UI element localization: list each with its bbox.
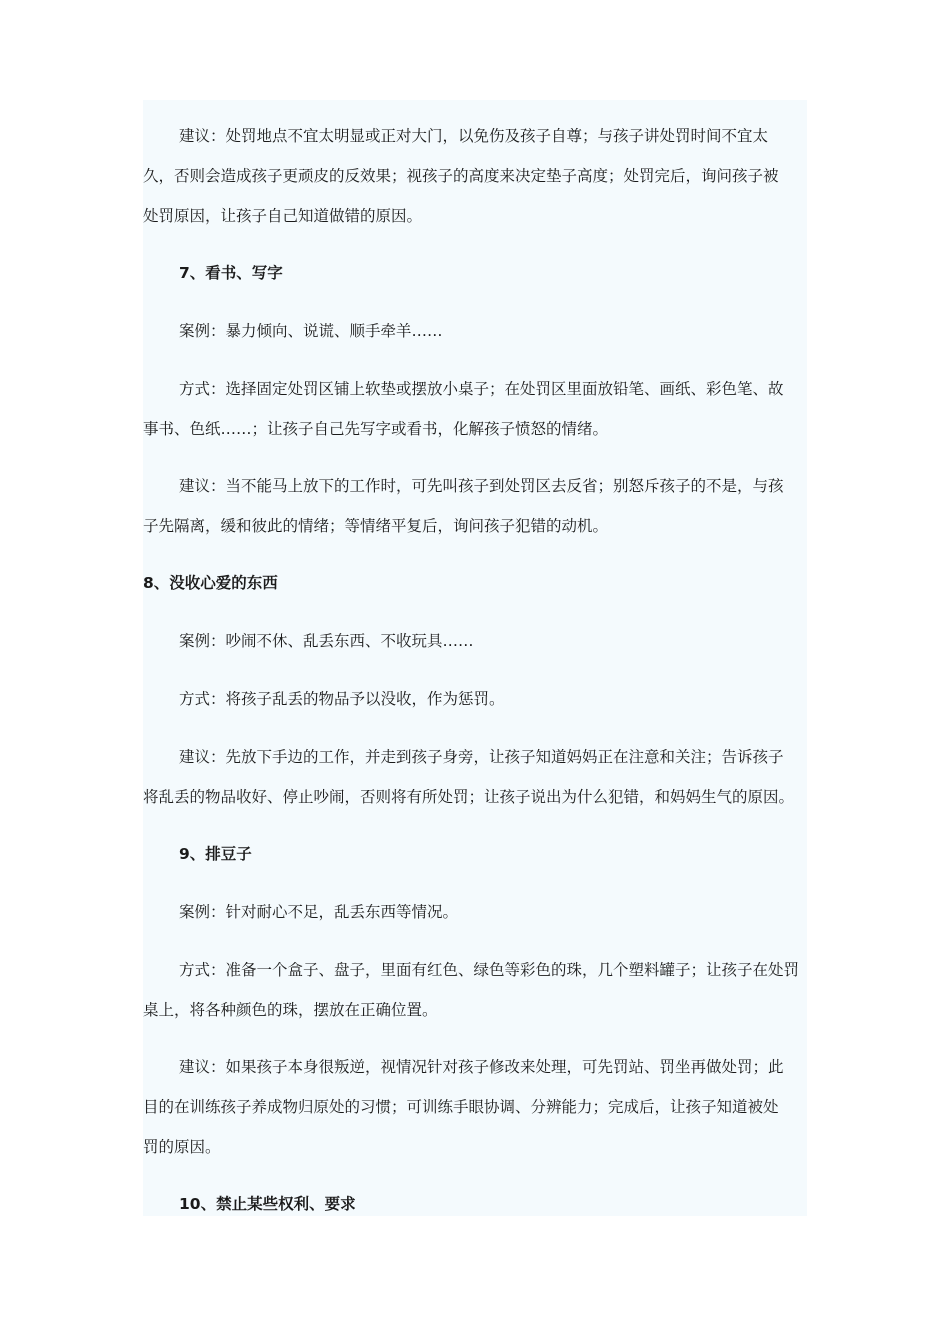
text-line: 方式：准备一个盒子、盘子，里面有红色、绿色等彩色的珠，几个塑料罐子；让孩子在处罚 — [179, 961, 800, 979]
section-heading-7: 7、看书、写字 — [179, 264, 283, 282]
text-line: 久，否则会造成孩子更顽皮的反效果；视孩子的高度来决定垫子高度；处罚完后，询问孩子被 — [143, 167, 779, 185]
text-line: 案例：吵闹不休、乱丢东西、不收玩具…… — [179, 632, 474, 650]
text-line: 案例：暴力倾向、说谎、顺手牵羊…… — [179, 322, 443, 340]
case-paragraph-8 — [143, 621, 811, 661]
advice-paragraph-6 — [143, 116, 811, 236]
text-line: 建议：如果孩子本身很叛逆，视情况针对孩子修改来处理，可先罚站、罚坐再做处罚；此 — [179, 1058, 784, 1076]
text-line: 建议：先放下手边的工作，并走到孩子身旁，让孩子知道妈妈正在注意和关注；告诉孩子 — [179, 748, 784, 766]
text-line: 桌上，将各种颜色的珠，摆放在正确位置。 — [143, 1001, 438, 1019]
section-heading-8: 8、没收心爱的东西 — [143, 574, 278, 592]
method-paragraph-9 — [143, 950, 811, 1030]
section-heading-10: 10、禁止某些权利、要求 — [179, 1195, 356, 1213]
text-line: 目的在训练孩子养成物归原处的习惯；可训练手眼协调、分辨能力；完成后，让孩子知道被处 — [143, 1098, 779, 1116]
text-line: 方式：选择固定处罚区铺上软垫或摆放小桌子；在处罚区里面放铅笔、画纸、彩色笔、故 — [179, 380, 784, 398]
case-paragraph-9 — [143, 892, 811, 932]
text-line: 事书、色纸……；让孩子自己先写字或看书，化解孩子愤怒的情绪。 — [143, 420, 609, 438]
case-paragraph-7 — [143, 311, 811, 351]
text-line: 建议：当不能马上放下的工作时，可先叫孩子到处罚区去反省；别怒斥孩子的不是，与孩 — [179, 477, 784, 495]
text-line: 处罚原因，让孩子自己知道做错的原因。 — [143, 207, 423, 225]
advice-paragraph-8 — [143, 737, 811, 817]
text-line: 案例：针对耐心不足，乱丢东西等情况。 — [179, 903, 459, 921]
text-line: 方式：将孩子乱丢的物品予以没收，作为惩罚。 — [179, 690, 505, 708]
method-paragraph-8 — [143, 679, 811, 719]
text-line: 罚的原因。 — [143, 1138, 221, 1156]
method-paragraph-7 — [143, 369, 811, 449]
text-line: 建议：处罚地点不宜太明显或正对大门，以免伤及孩子自尊；与孩子讲处罚时间不宜太 — [179, 127, 769, 145]
text-line: 子先隔离，缓和彼此的情绪；等情绪平复后，询问孩子犯错的动机。 — [143, 517, 609, 535]
section-heading-9: 9、排豆子 — [179, 845, 252, 863]
advice-paragraph-7 — [143, 466, 811, 546]
text-line: 将乱丢的物品收好、停止吵闹，否则将有所处罚；让孩子说出为什么犯错，和妈妈生气的原因。 — [143, 788, 795, 806]
advice-paragraph-9 — [143, 1047, 811, 1167]
